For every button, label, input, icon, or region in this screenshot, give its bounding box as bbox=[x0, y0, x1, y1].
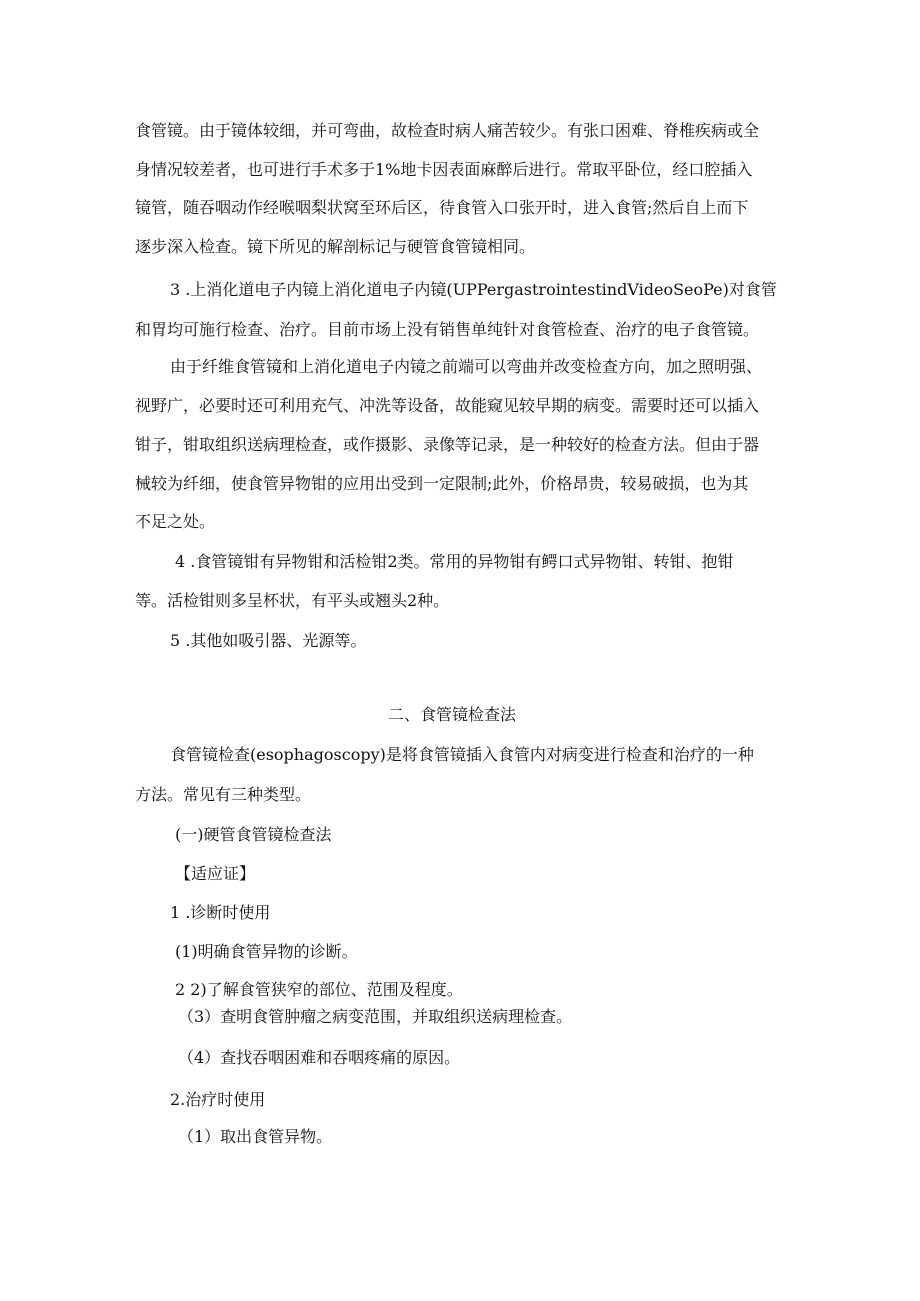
paragraph-line: 械较为纤细，使食管异物钳的应用出受到一定限制;此外，价格昂贵，较易破损，也为其 bbox=[135, 474, 749, 493]
paragraph-line: 等。活检钳则多呈杯状，有平头或翘头2种。 bbox=[135, 591, 450, 610]
paragraph-line: 和胃均可施行检查、治疗。目前市场上没有销售单纯针对食管检查、治疗的电子食管镜。 bbox=[135, 320, 760, 339]
paragraph-line: 钳子，钳取组织送病理检查，或作摄影、录像等记录，是一种较好的检查方法。但由于器 bbox=[135, 435, 760, 454]
list-item-3: 3 .上消化道电子内镜上消化道电子内镜(UPPergastrointestindVideoSeoPe)对食管 bbox=[170, 280, 777, 299]
list-item-5: 5 .其他如吸引器、光源等。 bbox=[170, 631, 367, 650]
section-heading: 二、食管镜检查法 bbox=[388, 705, 517, 724]
list-subitem: （4）查找吞咽困难和吞咽疼痛的原因。 bbox=[178, 1048, 461, 1067]
paragraph-line: 不足之处。 bbox=[135, 512, 216, 531]
list-item-diagnosis: 1 .诊断时使用 bbox=[170, 903, 271, 922]
paragraph-line: 由于纤维食管镜和上消化道电子内镜之前端可以弯曲并改变检查方向，加之照明强、 bbox=[170, 357, 763, 376]
list-subitem: 2 2)了解食管狭窄的部位、范围及程度。 bbox=[175, 980, 463, 999]
list-subitem: (1)明确食管异物的诊断。 bbox=[175, 942, 358, 961]
paragraph-line: 食管镜检查(esophagoscopy)是将食管镜插入食管内对病变进行检查和治疗的一种 bbox=[170, 745, 754, 764]
paragraph-line: 视野广，必要时还可利用充气、冲洗等设备，故能窥见较早期的病变。需要时还可以插入 bbox=[135, 396, 760, 415]
indications-heading: 【适应证】 bbox=[175, 864, 256, 883]
list-subitem: （3）查明食管肿瘤之病变范围，并取组织送病理检查。 bbox=[178, 1007, 573, 1026]
paragraph-line: 逐步深入检查。镜下所见的解剖标记与硬管食管镜相同。 bbox=[135, 237, 536, 256]
paragraph-line: 食管镜。由于镜体较细，并可弯曲，故检查时病人痛苦较少。有张口困难、脊椎疾病或全 bbox=[135, 121, 760, 140]
list-item-4: 4 .食管镜钳有异物钳和活检钳2类。常用的异物钳有鳄口式异物钳、转钳、抱钳 bbox=[175, 552, 734, 571]
list-subitem: （1）取出食管异物。 bbox=[178, 1127, 333, 1146]
subsection-heading: (一)硬管食管镜检查法 bbox=[175, 825, 332, 844]
paragraph-line: 镜管，随吞咽动作经喉咽梨状窝至环后区，待食管入口张开时，进入食管;然后自上而下 bbox=[135, 198, 749, 217]
paragraph-line: 身情况较差者，也可进行手术多于1%地卡因表面麻醉后进行。常取平卧位，经口腔插入 bbox=[135, 160, 753, 179]
list-item-treatment: 2.治疗时使用 bbox=[170, 1090, 266, 1109]
paragraph-line: 方法。常见有三种类型。 bbox=[135, 785, 312, 804]
